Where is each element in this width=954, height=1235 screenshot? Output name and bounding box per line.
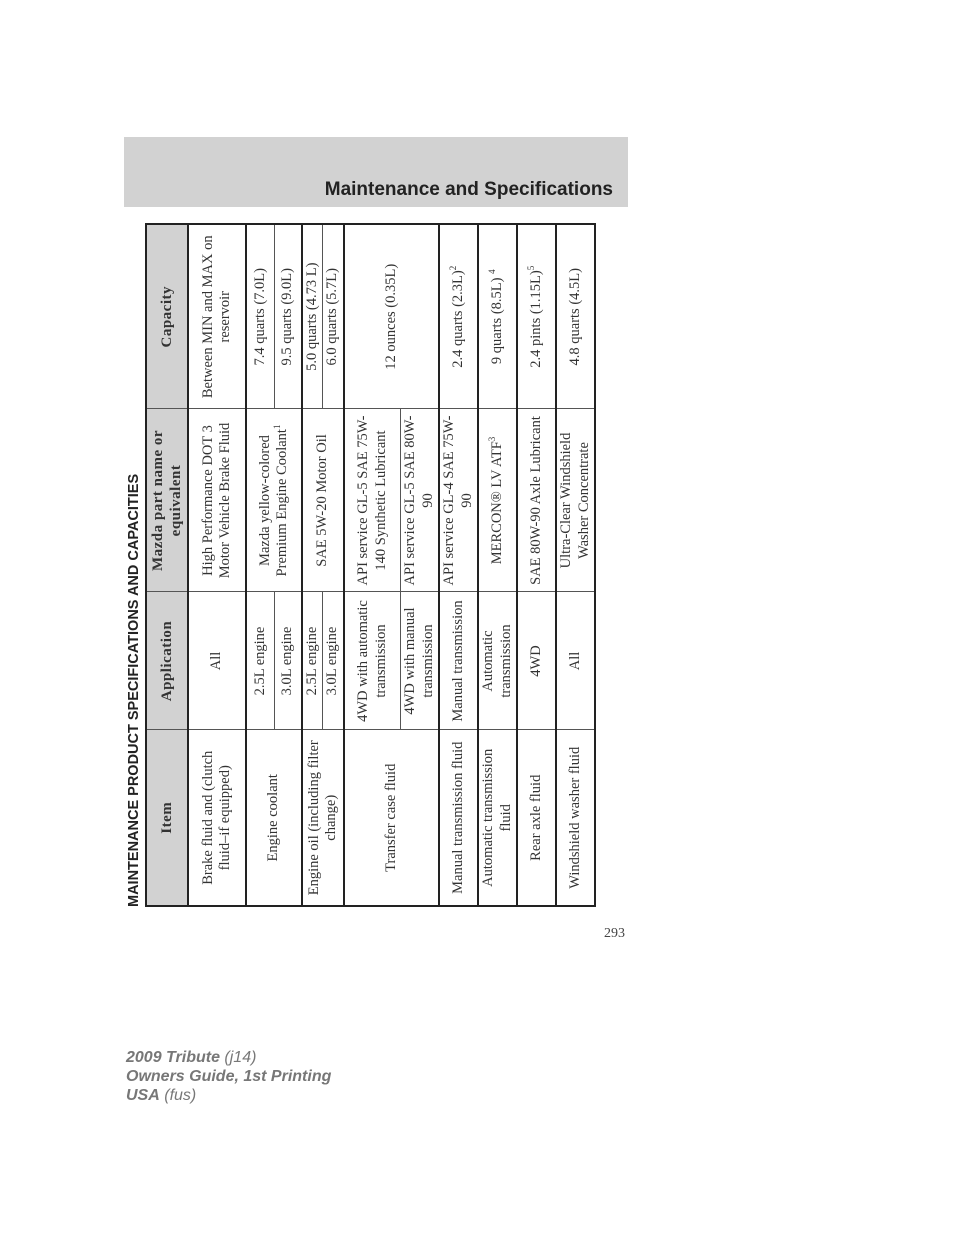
cell-application: 2.5L engine bbox=[302, 592, 323, 730]
cell-item: Manual transmission fluid bbox=[439, 730, 478, 906]
cell-part-name: Ultra-Clear Windshield Washer Concentrate bbox=[556, 409, 595, 592]
table-row-transfer-case-1 bbox=[344, 224, 401, 906]
cell-application: Manual transmission bbox=[439, 592, 478, 730]
footnote-marker: 3 bbox=[487, 436, 498, 442]
cell-application: 3.0L engine bbox=[323, 592, 344, 730]
rotated-table-region bbox=[123, 225, 594, 907]
cell-item: Engine coolant bbox=[246, 730, 302, 906]
section-header-band bbox=[124, 137, 628, 207]
cell-item: Automatic transmission fluid bbox=[478, 730, 517, 906]
table-row-windshield-washer bbox=[556, 224, 595, 906]
table-row-rear-axle bbox=[517, 224, 556, 906]
footer-line-2: Owners Guide, 1st Printing bbox=[126, 1068, 332, 1085]
table-row-brake-fluid bbox=[188, 224, 246, 906]
cell-capacity: 4.8 quarts (4.5L) bbox=[556, 224, 595, 409]
header-application: Application bbox=[146, 592, 188, 730]
footer-line-1: 2009 Tribute (j14) bbox=[126, 1049, 257, 1066]
specifications-table bbox=[145, 223, 596, 907]
header-item: Item bbox=[146, 730, 188, 906]
footnote-marker: 4 bbox=[487, 269, 498, 274]
table-title: MAINTENANCE PRODUCT SPECIFICATIONS AND CAPACITIES bbox=[126, 473, 142, 907]
header-part-name: Mazda part name or equivalent bbox=[146, 409, 188, 592]
cell-capacity: 2.4 pints $(1.15L)^5$ bbox=[517, 224, 556, 409]
cell-application: 3.0L engine bbox=[274, 592, 302, 730]
cell-item: Rear axle fluid bbox=[517, 730, 556, 906]
cell-item: Transfer case fluid bbox=[344, 730, 439, 906]
table-header-row bbox=[146, 224, 188, 906]
cell-part-name: API service GL-4 SAE 75W-90 bbox=[439, 409, 478, 592]
cell-capacity: 9.5 quarts (9.0L) bbox=[274, 224, 302, 409]
cell-capacity: 12 ounces (0.35L) bbox=[344, 224, 439, 409]
table-row-automatic-transmission bbox=[478, 224, 517, 906]
document-footer bbox=[126, 1048, 331, 1105]
header-capacity: Capacity bbox=[146, 224, 188, 409]
cell-part-name: SAE 80W-90 Axle Lubricant bbox=[517, 409, 556, 592]
table-row-engine-coolant-1 bbox=[246, 224, 274, 906]
cell-item: Engine oil (including filter change) bbox=[302, 730, 344, 906]
page-number: 293 bbox=[604, 926, 625, 941]
cell-capacity: 9 quarts (8.5L) $^4$ bbox=[478, 224, 517, 409]
cell-part-name: API service GL-5 SAE 80W-90 bbox=[401, 409, 439, 592]
cell-part-name: MERCON® LV ATF$^3$ bbox=[478, 409, 517, 592]
cell-item: Windshield washer fluid bbox=[556, 730, 595, 906]
footnote-marker: 2 bbox=[448, 265, 459, 271]
cell-application: All bbox=[188, 592, 246, 730]
rotated-table-content bbox=[123, 225, 594, 907]
cell-application: 4WD with manual transmission bbox=[401, 592, 439, 730]
table-row-engine-oil-1 bbox=[302, 224, 323, 906]
cell-application: 4WD bbox=[517, 592, 556, 730]
cell-capacity: Between MIN and MAX on reservoir bbox=[188, 224, 246, 409]
cell-part-name: Mazda yellow-colored Premium Engine Coolant$^1$ bbox=[246, 409, 302, 592]
cell-capacity: 7.4 quarts (7.0L) bbox=[246, 224, 274, 409]
cell-capacity: 6.0 quarts (5.7L) bbox=[323, 224, 344, 409]
footnote-marker: 5 bbox=[526, 265, 537, 271]
table-row-manual-transmission bbox=[439, 224, 478, 906]
cell-application: 4WD with automatic transmission bbox=[344, 592, 401, 730]
cell-part-name: High Performance DOT 3 Motor Vehicle Brake Fluid bbox=[188, 409, 246, 592]
cell-part-name: SAE 5W-20 Motor Oil bbox=[302, 409, 344, 592]
footer-line-3: USA (fus) bbox=[126, 1087, 197, 1104]
cell-capacity: 5.0 quarts (4.73 L) bbox=[302, 224, 323, 409]
footnote-marker: 1 bbox=[272, 424, 283, 430]
cell-capacity: 2.4 quarts $(2.3L)^2$ bbox=[439, 224, 478, 409]
cell-application: Automatic transmission bbox=[478, 592, 517, 730]
cell-part-name: API service GL-5 SAE 75W-140 Synthetic Lubricant bbox=[344, 409, 401, 592]
cell-application: All bbox=[556, 592, 595, 730]
cell-item: Brake fluid and (clutch fluid–if equipped) bbox=[188, 730, 246, 906]
cell-application: 2.5L engine bbox=[246, 592, 274, 730]
section-title: Maintenance and Specifications bbox=[324, 179, 613, 200]
